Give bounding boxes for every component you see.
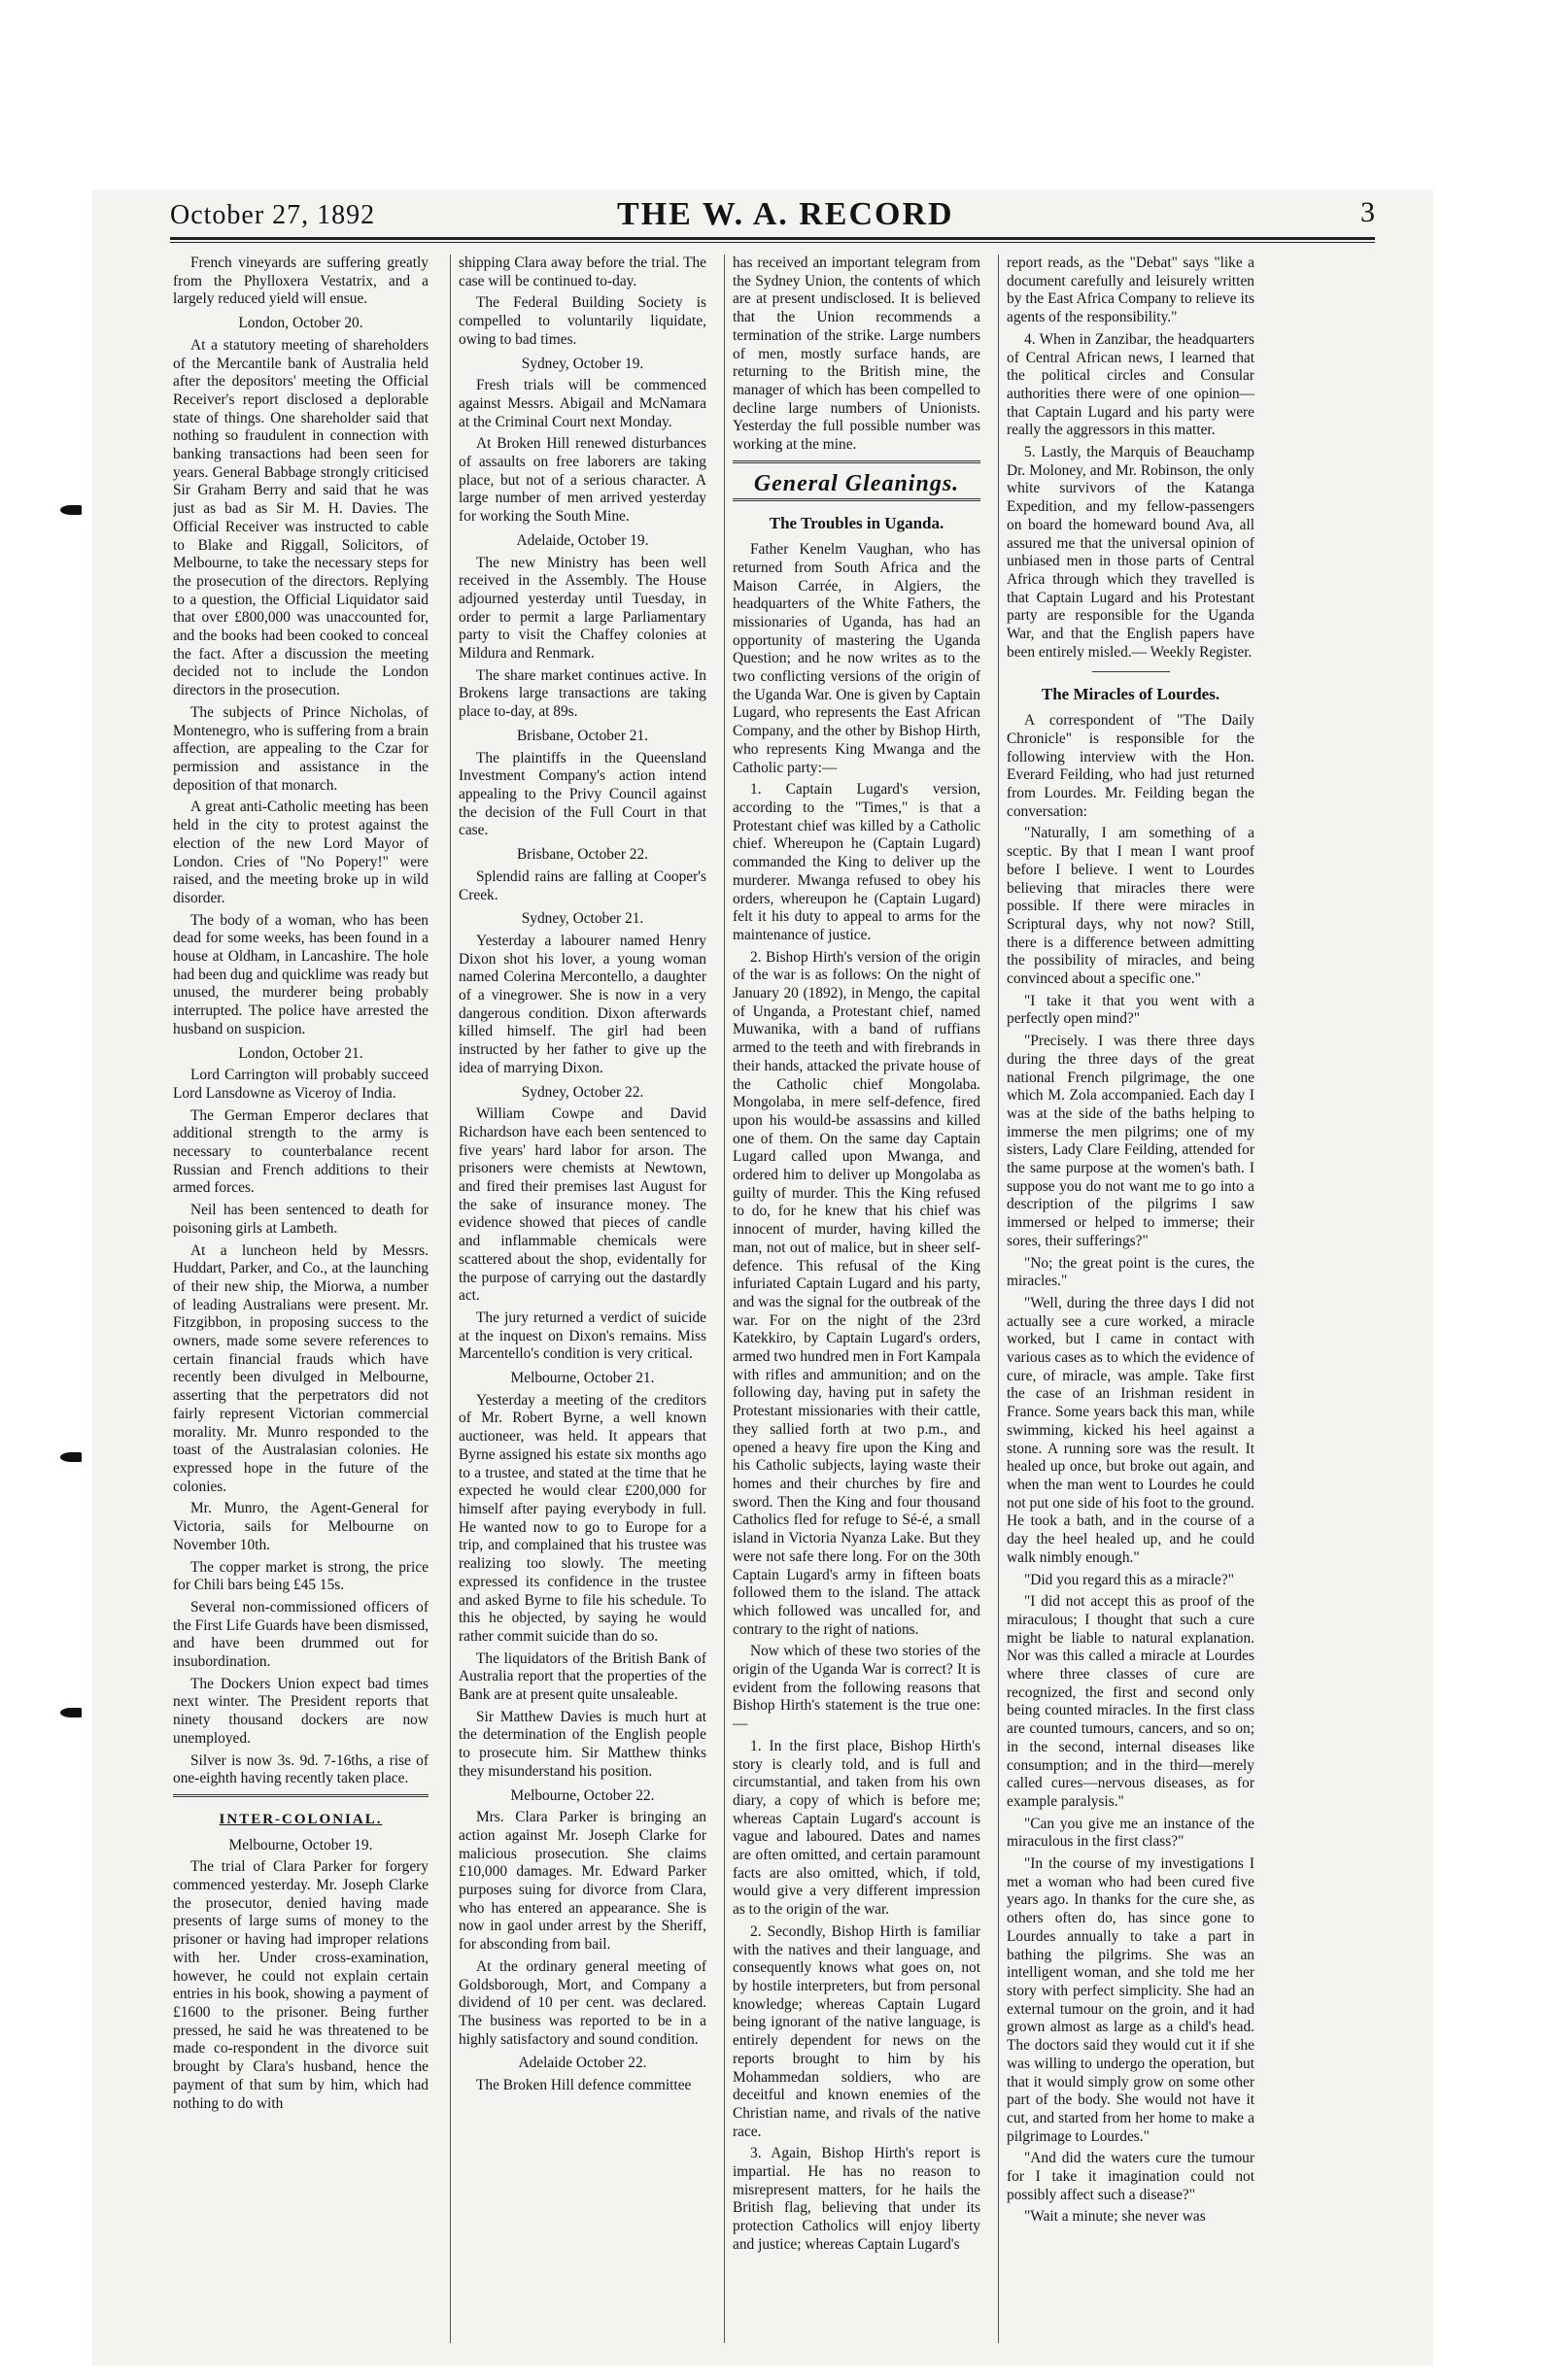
dateline: Sydney, October 21.: [521, 910, 644, 928]
dateline: Brisbane, October 21.: [516, 727, 649, 744]
article-paragraph: Silver is now 3s. 9d. 7-16ths, a rise of one-eighth having recently taken place.: [173, 1751, 429, 1787]
article-paragraph: Yesterday a labourer named Henry Dixon shot his lover, a young woman named Colerina Mercontello, a daughter of a vinegrower. She is now in a very dangerous condition. Dixon afterwards killed himself. The girl had been instructed by her father to give up the idea of marrying Dixon.: [459, 932, 706, 1076]
article-heading: The Troubles in Uganda.: [769, 514, 944, 533]
article-paragraph: "Wait a minute; she never was: [1024, 2208, 1206, 2226]
article-paragraph: The new Ministry has been well received in the Assembly. The House adjourned yesterday until Tuesday, in order to permit a large Parliamentary party to visit the Chaffey colonies at Mildura and Renmark.: [459, 554, 706, 663]
article-paragraph: Mrs. Clara Parker is bringing an action against Mr. Joseph Clarke for malicious prosecution. She claims £10,000 damages. Mr. Edward Parker purposes suing for divorce from Clara, who has entered an appearance. She is now in gaol under arrest by the Sheriff, for absconding from bail.: [459, 1809, 706, 1954]
dateline: Melbourne, October 19.: [228, 1836, 373, 1853]
article-paragraph: French vineyards are suffering greatly from the Phylloxera Vestatrix, and a largely reduced yield will ensue.: [173, 255, 429, 308]
column-3: [724, 255, 980, 2343]
margin-mark-icon: [60, 1708, 82, 1717]
article-paragraph: At a luncheon held by Messrs. Huddart, Parker, and Co., at the launching of their new ship, the Miorwa, a number of leading Australians were present. Mr. Fitzgibbon, in proposing success to the owners, made some severe references to certain financial frauds which have recently been divulged in Melbourne, asserting that the perpetrators did not fairly represent Victorian commercial morality. Mr. Munro responded to the toast of the Australasian colonies. He expressed hope in the future of the colonies.: [173, 1241, 429, 1495]
article-paragraph: Lord Carrington will probably succeed Lord Lansdowne as Viceroy of India.: [173, 1067, 429, 1102]
section-divider: [733, 460, 980, 463]
article-paragraph: "In the course of my investigations I met a woman who had been cured five years ago. In thanks for the cure she, as others often do, has since gone to Lourdes annually to take a part in bathing the pilgrims. She was an intelligent woman, and she told me her story with perfect simplicity. She had an external tumour on the groin, and it had grown almost as large as a child's head. The doctors said they would cut it if she was willing to undergo the operation, but that it would simply grow on some other part of the body. She would not have it cut, and started from her home to make a pilgrimage to Lourdes.": [1007, 1855, 1254, 2145]
column-1: [173, 255, 429, 2343]
article-paragraph: The Broken Hill defence committee: [476, 2077, 692, 2094]
article-paragraph: At the ordinary general meeting of Goldsborough, Mort, and Company a dividend of 10 per cent. was declared. The business was reported to be in a highly satisfactory and sound condition.: [459, 1957, 706, 2048]
article-paragraph: The trial of Clara Parker for forgery commenced yesterday. Mr. Joseph Clarke the prosecutor, denied having made presents of large sums of money to the prisoner or having had improper relations with her. Under cross-examination, however, he could not explain certain entries in his book, showing a payment of £1600 to the prisoner. Being further pressed, he said he was threatened to be made co-respondent in the divorce suit brought by Clara's husband, hence the payment of that sum by him, which had nothing to do with: [173, 1858, 429, 2112]
article-paragraph: At Broken Hill renewed disturbances of assaults on free laborers are taking place, but not of a serious character. A large number of men arrived yesterday for working the South Mine.: [459, 435, 706, 526]
article-paragraph: 4. When in Zanzibar, the headquarters of Central African news, I learned that the political circles and Consular authorities there were of one opinion—that Captain Lugard and his party were really the aggressors in this matter.: [1007, 330, 1254, 439]
article-paragraph: 5. Lastly, the Marquis of Beauchamp Dr. Moloney, and Mr. Robinson, the only white survivors of the Katanga Expedition, and my fellow-passengers on board the homeward bound Ava, all assured me that the universal opinion of unbiased men in those parts of Central Africa through which they travelled is that Captain Lugard and his Protestant party are responsible for the Uganda War, and that the English papers have been entirely misled.— Weekly Register.: [1007, 444, 1254, 661]
article-paragraph: 1. In the first place, Bishop Hirth's story is clearly told, and is full and circumstantial, and taken from his own diary, a copy of which is before me; whereas Captain Lugard's account is vague and laboured. Dates and names are often omitted, and certain paramount facts are also omitted, which, if told, would give a very different impression as to the origin of the war.: [733, 1737, 980, 1919]
article-paragraph: The subjects of Prince Nicholas, of Montenegro, who is suffering from a brain affection, are appealing to the Czar for permission and assistance in the deposition of that monarch.: [173, 703, 429, 794]
article-heading: The Miracles of Lourdes.: [1041, 685, 1220, 704]
article-paragraph: The Dockers Union expect bad times next winter. The President reports that ninety thousand dockers are now unemployed.: [173, 1675, 429, 1747]
dateline: Adelaide, October 19.: [516, 531, 649, 549]
article-paragraph: The Federal Building Society is compelled to voluntarily liquidate, owing to bad times.: [459, 294, 706, 348]
article-paragraph: Yesterday a meeting of the creditors of Mr. Robert Byrne, a well known auctioneer, was held. It appears that Byrne assigned his estate six months ago to a trustee, and stated at the time that he expected he would clear £200,000 for himself after paying everybody in full. He wanted now to go to Europe for a trip, and complained that his trustee was realizing too slowly. The meeting expressed its confidence in the trustee and asked Byrne to file his schedule. To this he objected, by saying he would rather commit suicide than do so.: [459, 1391, 706, 1645]
article-paragraph: The body of a woman, who has been dead for some weeks, has been found in a house at Oldham, in Lancashire. The hole had been dug and quicklime was ready but unused, the murderer being probably interrupted. The police have arrested the husband on suspicion.: [173, 911, 429, 1037]
dateline: London, October 21.: [238, 1044, 363, 1062]
article-paragraph: "No; the great point is the cures, the miracles.": [1007, 1254, 1254, 1290]
margin-mark-icon: [60, 505, 82, 515]
article-paragraph: Several non-commissioned officers of the First Life Guards have been dismissed, and have been drummed out for insubordination.: [173, 1598, 429, 1671]
column-4: [998, 255, 1254, 2343]
article-paragraph: has received an important telegram from the Sydney Union, the contents of which are at present undisclosed. It is believed that the Union recommends a termination of the strike. Large numbers of men, mostly surface hands, are returning to the British mine, the manager of which has been compelled to decline large numbers of Unionists. Yesterday the full possible number was working at the mine.: [733, 255, 980, 454]
article-paragraph: "I take it that you went with a perfectly open mind?": [1007, 992, 1254, 1028]
dateline: Sydney, October 19.: [521, 355, 644, 372]
dateline: Adelaide October 22.: [518, 2055, 647, 2072]
article-paragraph: The share market continues active. In Brokens large transactions are taking place to-day, at 89s.: [459, 666, 706, 721]
article-paragraph: The jury returned a verdict of suicide at the inquest on Dixon's remains. Miss Marcentello's condition is very critical.: [459, 1309, 706, 1363]
section-divider: [733, 498, 980, 501]
article-paragraph: "Did you regard this as a miracle?": [1024, 1571, 1234, 1588]
article-paragraph: "I did not accept this as proof of the miraculous; I thought that such a cure might be liable to natural explanation. Nor was this called a miracle at Lourdes where three classes of cure are recognized, the first and second only being counted miracles. In the first class are counted tumours, cancers, and so on; in the second, internal diseases like consumption; and in the third—merely called cures—nervous diseases, as for example paralysis.": [1007, 1593, 1254, 1810]
article-paragraph: At a statutory meeting of shareholders of the Mercantile bank of Australia held after the depositors' meeting the Official Receiver's report disclosed a deplorable state of things. One shareholder said that nothing so fraudulent in connection with banking transactions had been seen for years. General Babbage strongly criticised Sir Graham Berry and said that he was just as bad as Sir M. H. Davies. The Official Receiver was instructed to cable to Blake and Riggall, Solicitors, of Melbourne, to take the necessary steps for the prosecution of the directors. Replying to a question, the Official Liquidator said that over £800,000 was unaccounted for, and the books had been cooked to conceal the fact. After a discussion the meeting decided not to include the London directors in the prosecution.: [173, 336, 429, 699]
article-paragraph: report reads, as the "Debat" says "like a document carefully and leisurely written by the East Africa Company to relieve its agents of the responsibility.": [1007, 255, 1254, 326]
section-divider: [173, 1794, 429, 1797]
section-heading: INTER-COLONIAL.: [219, 1811, 383, 1827]
article-paragraph: Splendid rains are falling at Cooper's Creek.: [459, 867, 706, 903]
section-heading: General Gleanings.: [753, 470, 960, 496]
article-paragraph: The liquidators of the British Bank of Australia report that the properties of the Bank are at present quite unsaleable.: [459, 1649, 706, 1704]
article-paragraph: The copper market is strong, the price for Chili bars being £45 15s.: [173, 1558, 429, 1594]
article-paragraph: William Cowpe and David Richardson have each been sentenced to five years' hard labor for arson. The prisoners were chemists at Newtown, and fired their premises last August for the sake of insurance money. The evidence showed that pieces of candle and inflammable chemicals were scattered about the shop, evidentally for the purpose of carrying out the dastardly act.: [459, 1105, 706, 1305]
dateline: Brisbane, October 22.: [516, 846, 649, 864]
article-paragraph: 2. Bishop Hirth's version of the origin of the war is as follows: On the night of January 20 (1892), in Mengo, the capital of Unganda, a Protestant chief, named Muwanika, with a band of ruffians armed to the teeth and with firebrands in their hands, attacked the private house of the Catholic chief Mongolaba. Mongolaba, in mere self-defence, fired upon his would-be assassins and killed one of them. On the same day Captain Lugard called upon Mwanga, and ordered him to deliver up Mongolaba as guilty of murder. This the King refused to do, for he knew that his chief was innocent of murder, having killed the man, not out of malice, but in sheer self-defence. This refusal of the King infuriated Captain Lugard and his party, and was the signal for the outbreak of the war. For on the night of the 23rd Katekkiro, by Captain Lugard's orders, armed two hundred men in Fort Kampala with rifles and ammunition; and on the following day, having put in safety the Protestant missionaries with their cattle, they sallied forth at two p.m., and opened a heavy fire upon the King and his Catholic subjects, laying waste their homes and their churches by fire and sword. Then the King and four thousand Catholics fled for refuge to Sé-é, a small island in Victoria Nyanza Lake. But they were not safe there long. For on the 30th Captain Lugard's army in fifteen boats followed them to the island. The attack which followed was uncalled for, and contrary to the right of nations.: [733, 948, 980, 1638]
article-paragraph: Now which of these two stories of the origin of the Uganda War is correct? It is evident from the following reasons that Bishop Hirth's statement is the true one:—: [733, 1643, 980, 1733]
article-paragraph: shipping Clara away before the trial. The case will be continued to-day.: [459, 255, 706, 289]
dateline: Sydney, October 22.: [521, 1083, 644, 1101]
article-paragraph: "Precisely. I was there three days during the three days of the great national French pilgrimage, the one which M. Zola accompanied. Each day I was at the side of the baths helping to immerse the men pilgrims; one of my sisters, Lady Clare Feilding, attended for the same purpose at the women's bath. I suppose you do not want me to go into a description of the pilgrims I saw immersed or helped to immerse; their sores, their sufferings?": [1007, 1033, 1254, 1249]
article-paragraph: "And did the waters cure the tumour for I take it imagination could not possibly affect such a disease?": [1007, 2150, 1254, 2203]
article-paragraph: A correspondent of "The Daily Chronicle" is responsible for the following interview with the Hon. Everard Feilding, who had just returned from Lourdes. Mr. Feilding began the conversation:: [1007, 712, 1254, 820]
issue-date: October 27, 1892: [170, 200, 376, 230]
article-separator: [1092, 671, 1170, 672]
masthead-rule-thin: [170, 242, 1375, 243]
masthead-rule: [170, 237, 1375, 240]
article-paragraph: A great anti-Catholic meeting has been held in the city to protest against the election of the new Lord Mayor of London. Cries of "No Popery!" were raised, and the meeting broke up in wild disorder.: [173, 799, 429, 906]
dateline: Melbourne, October 22.: [510, 1786, 655, 1804]
article-paragraph: Sir Matthew Davies is much hurt at the determination of the English people to prosecute him. Sir Matthew thinks they misunderstand his position.: [459, 1708, 706, 1780]
newspaper-title: THE W. A. RECORD: [617, 196, 954, 232]
margin-mark-icon: [60, 1452, 82, 1462]
article-paragraph: Father Kenelm Vaughan, who has returned from South Africa and the Maison Carrée, in Algiers, the headquarters of the White Fathers, the missionaries of Uganda, has had an opportunity of mastering the Uganda Question; and he now writes as to the two conflicting versions of the origin of the Uganda War. One is given by Captain Lugard, who represents the East African Company, and the other by Bishop Hirth, who represents King Mwanga and the Catholic party:—: [733, 541, 980, 776]
article-paragraph: Fresh trials will be commenced against Messrs. Abigail and McNamara at the Criminal Court next Monday.: [459, 377, 706, 430]
article-paragraph: The plaintiffs in the Queensland Investment Company's action intend appealing to the Privy Council against the decision of the Full Court in that case.: [459, 749, 706, 839]
dateline: London, October 20.: [238, 315, 363, 332]
article-paragraph: "Can you give me an instance of the miraculous in the first class?": [1007, 1815, 1254, 1851]
article-paragraph: 2. Secondly, Bishop Hirth is familiar with the natives and their language, and consequently knows what goes on, not by hostile interpreters, but from personal knowledge; whereas Captain Lugard being ignorant of the native language, is entirely dependent for news on the reports brought to him by his Mohammedan soldiers, who are deceitful and known enemies of the Christian name, and rivals of the native race.: [733, 1922, 980, 2140]
article-paragraph: Neil has been sentenced to death for poisoning girls at Lambeth.: [173, 1202, 429, 1237]
column-2: [450, 255, 706, 2343]
article-paragraph: Mr. Munro, the Agent-General for Victoria, sails for Melbourne on November 10th.: [173, 1500, 429, 1553]
article-paragraph: "Well, during the three days I did not actually see a cure worked, a miracle worked, but I came in contact with various cases as to which the evidence of cure, of miracle, was ample. Take first the case of an Irishman resident in France. Some years back this man, while swimming, kicked his heel against a stone. A running sore was the result. It healed up once, but broke out again, and when the man went to Lourdes he could not put one side of his foot to the ground. He took a bath, and in the course of a day the heel healed up, and he could walk nimbly enough.": [1007, 1294, 1254, 1566]
article-paragraph: "Naturally, I am something of a sceptic. By that I mean I want proof before I believe. I went to Lourdes believing that miracles there were possible. If there were miracles in Scriptural days, why not now? Still, there is a difference between admitting the possibility of miracles, and being convinced about a specific one.": [1007, 825, 1254, 988]
article-paragraph: The German Emperor declares that additional strength to the army is necessary to counterbalance recent Russian and French additions to their armed forces.: [173, 1106, 429, 1197]
page-number: 3: [1360, 196, 1375, 228]
dateline: Melbourne, October 21.: [510, 1370, 655, 1387]
article-paragraph: 1. Captain Lugard's version, according to the "Times," is that a Protestant chief was killed by a Catholic chief. Whereupon he (Captain Lugard) commanded the King to deliver up the murderer. Mwanga refused to obey his orders, whereupon he (Captain Lugard) felt it his duty to appeal to arms for the maintenance of justice.: [733, 781, 980, 943]
article-paragraph: 3. Again, Bishop Hirth's report is impartial. He has no reason to misrepresent matters, for he hails the British flag, believing that under its protection Catholics will enjoy liberty and justice; whereas Captain Lugard's: [733, 2145, 980, 2253]
